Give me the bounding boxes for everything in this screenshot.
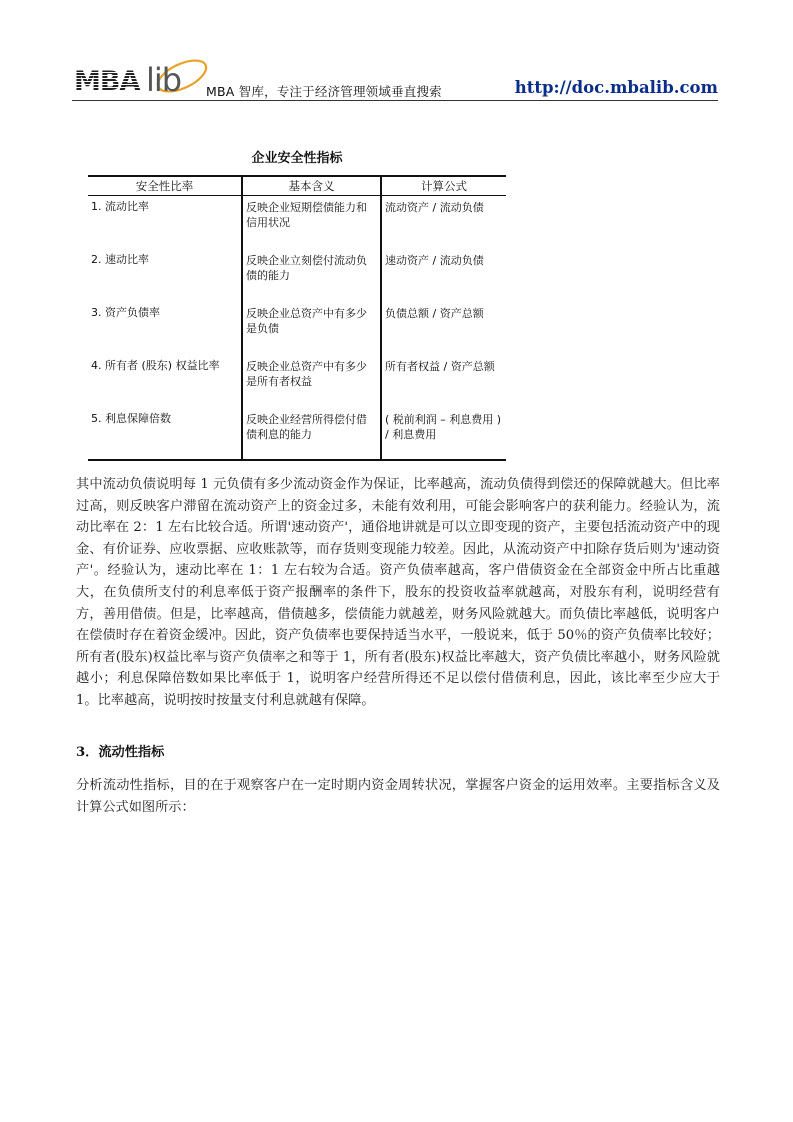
ratio-meaning: 反映企业经营所得偿付借债利息的能力 [242, 408, 381, 460]
ratio-meaning: 反映企业总资产中有多少是所有者权益 [242, 355, 381, 408]
ratio-formula: 速动资产 / 流动负债 [381, 249, 506, 302]
table-row [88, 408, 506, 460]
table-row [88, 302, 506, 355]
header-divider [72, 100, 718, 101]
column-header: 计算公式 [381, 176, 506, 196]
ratio-formula: 所有者权益 / 资产总额 [381, 355, 506, 408]
safety-metrics-table [88, 175, 506, 461]
ratio-formula: ( 税前利润 – 利息费用 ) / 利息费用 [381, 408, 506, 460]
ratio-meaning: 反映企业短期偿债能力和信用状况 [242, 196, 381, 250]
section-heading: 3．流动性指标 [76, 745, 165, 760]
ratio-name: 3. 资产负债率 [91, 306, 160, 319]
ratio-formula: 流动资产 / 流动负债 [381, 196, 506, 250]
ratio-meaning: 反映企业立刻偿付流动负债的能力 [242, 249, 381, 302]
column-header: 基本含义 [242, 176, 381, 196]
ratio-name: 5. 利息保障倍数 [88, 408, 242, 460]
body-paragraph: 分析流动性指标，目的在于观察客户在一定时期内资金周转状况，掌握客户资金的运用效率。主要指标含义及计算公式如图所示： [76, 778, 720, 815]
page-header [72, 58, 718, 100]
table-row [88, 355, 506, 408]
svg-text:lib: lib [146, 61, 182, 98]
ratio-meaning: 反映企业总资产中有多少是负债 [242, 302, 381, 355]
ratio-formula: 负债总额 / 资产总额 [381, 302, 506, 355]
table-row [88, 249, 506, 302]
ratio-name: 1. 流动比率 [91, 200, 149, 213]
column-header: 安全性比率 [88, 176, 242, 196]
site-url-link[interactable]: http://doc.mbalib.com [514, 78, 718, 97]
svg-text:MBA: MBA [74, 66, 140, 97]
table-row [88, 196, 506, 250]
mbalib-logo-icon [74, 58, 210, 98]
ratio-name: 2. 速动比率 [91, 253, 149, 266]
table-header-row [88, 176, 506, 196]
body-paragraph: 其中流动负债说明每 1 元负债有多少流动资金作为保证，比率越高，流动负债得到偿还的保障就越大。但比率过高，则反映客户滞留在流动资产上的资金过多，未能有效利用，可能会影响客户的获利能力。经验认为，流动比率在 2：1 左右比较合适。所谓'速动资产'，通俗地讲就是可以立即变现的资产，主要包括流动资产中的现金、有价证券、应收票据、应收账款等，而存货则变现能力较差。因此，从流动资产中扣除存货后则为'速动资产'。经验认为，速动比率在 1：1 左右较为合适。资产负债率越高，客户借债资金在全部资金中所占比重越大，在负债所支付的利息率低于资产报酬率的条件下，股东的投资收益率就越高，对股东有利，说明经营有方，善用借债。但是，比率越高，借债越多，偿债能力就越差，财务风险就越大。而负债比率越低，说明客户在偿债时存在着资金缓冲。因此，资产负债率也要保持适当水平，一般说来，低于 50％的资产负债率比较好；所有者(股东)权益比率与资产负债率之和等于 1，所有者(股东)权益比率越大，资产负债比率越小，财务风险就越小；利息保障倍数如果比率低于 1，说明客户经营所得还不足以偿付借债利息，因此，该比率至少应大于 1。比率越高，说明按时按量支付利息就越有保障。 [76, 477, 720, 708]
ratio-name: 4. 所有者 (股东) 权益比率 [91, 359, 220, 372]
site-tagline: MBA 智库，专注于经济管理领域垂直搜索 [206, 84, 442, 99]
table-title: 企业安全性指标 [251, 151, 343, 166]
